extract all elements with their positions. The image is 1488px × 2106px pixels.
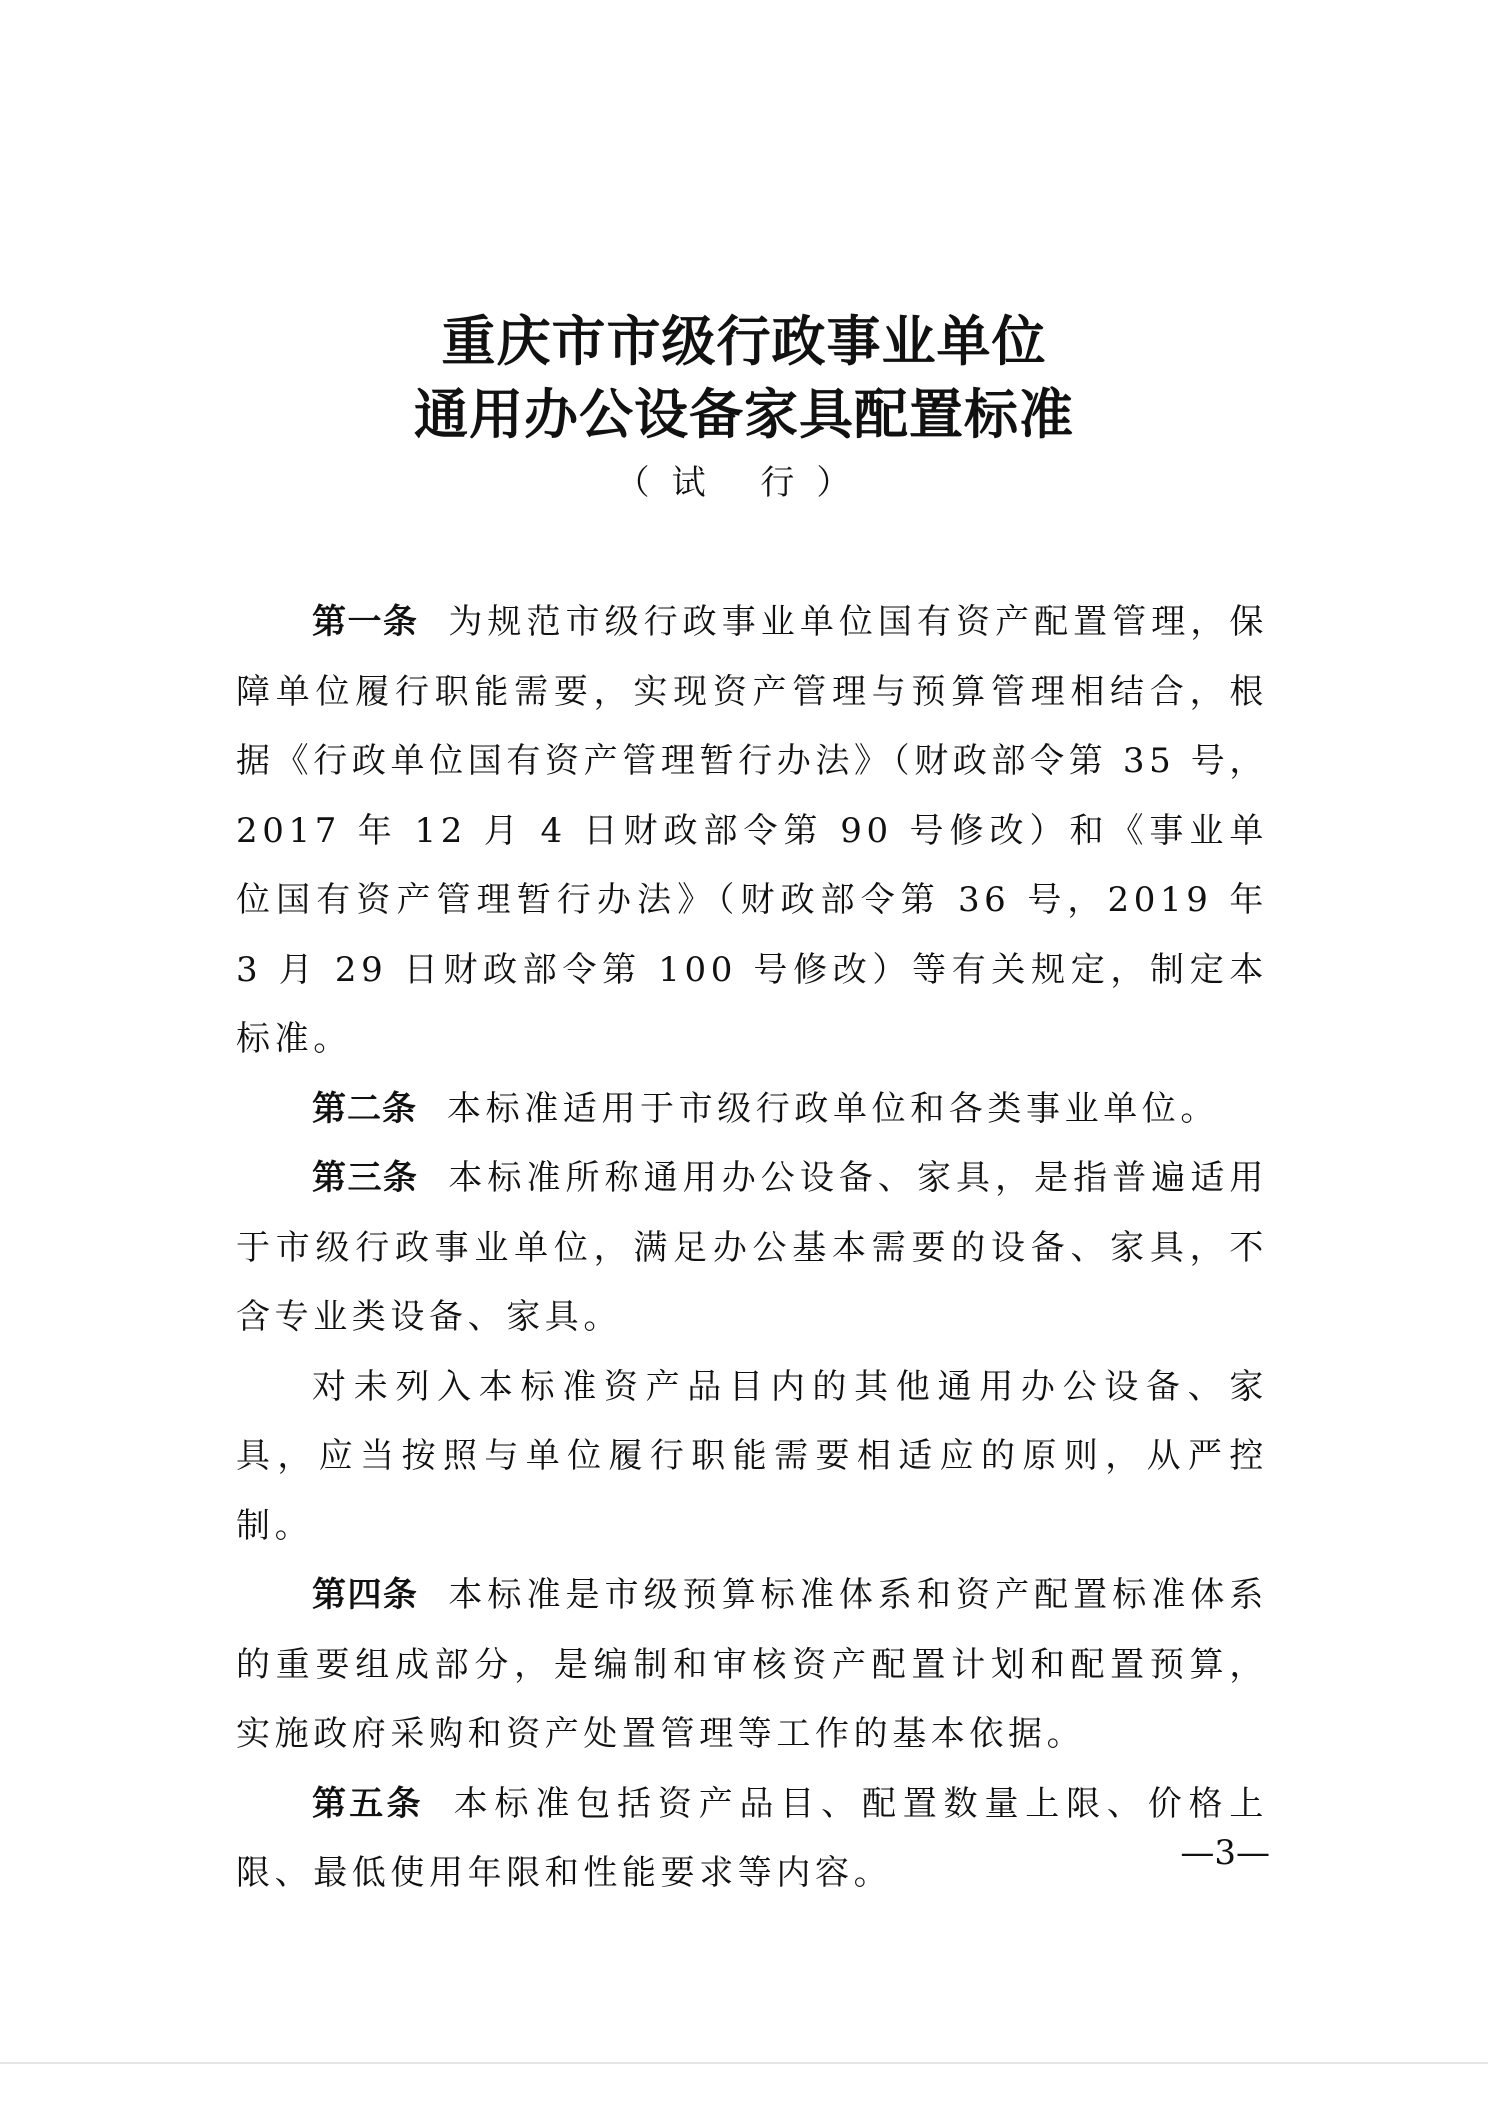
article-text: 为规范市级行政事业单位国有资产配置管理，保障单位履行职能需要，实现资产管理与预算管理相结合，根据《行政单位国有资产管理暂行办法》（财政部令第 35 号，2017 年 12 月 4 日财政部令第 90 号修改）和《事业单位国有资产管理暂行办法》（财政部令第 36 号，2019 年 3 月 29 日财政部令第 100 号修改）等有关规定，制定本标准。 <box>236 602 1268 1059</box>
document-title-line-1: 重庆市市级行政事业单位 <box>441 310 1047 373</box>
scan-edge-divider <box>0 2062 1488 2064</box>
article-text: 本标准是市级预算标准体系和资产配置标准体系的重要组成部分，是编制和审核资产配置计划和配置预算，实施政府采购和资产处置管理等工作的基本依据。 <box>236 1575 1268 1754</box>
article-5 <box>236 1770 1268 1909</box>
article-4 <box>236 1561 1268 1770</box>
article-label: 第五条 <box>312 1783 424 1824</box>
document-body <box>236 588 1268 1909</box>
document-subtitle: （试 行） <box>615 463 873 503</box>
article-2 <box>236 1075 1268 1145</box>
article-label: 第二条 <box>312 1088 417 1129</box>
article-text: 本标准包括资产品目、配置数量上限、价格上限、最低使用年限和性能要求等内容。 <box>236 1783 1269 1893</box>
article-label: 第一条 <box>312 602 419 642</box>
document-title-line-2: 通用办公设备家具配置标准 <box>414 383 1074 446</box>
article-3-continuation <box>236 1353 1268 1562</box>
page-number: —3— <box>1180 1833 1270 1873</box>
article-label: 第三条 <box>312 1158 419 1198</box>
article-3 <box>236 1144 1268 1353</box>
article-1 <box>236 588 1268 1075</box>
article-text: 本标准所称通用办公设备、家具，是指普遍适用于市级行政事业单位，满足办公基本需要的设备、家具，不含专业类设备、家具。 <box>236 1158 1268 1337</box>
article-text: 本标准适用于市级行政单位和各类事业单位。 <box>447 1088 1219 1129</box>
article-label: 第四条 <box>312 1575 419 1615</box>
article-text: 对未列入本标准资产品目内的其他通用办公设备、家具，应当按照与单位履行职能需要相适应的原则，从严控制。 <box>236 1366 1268 1546</box>
